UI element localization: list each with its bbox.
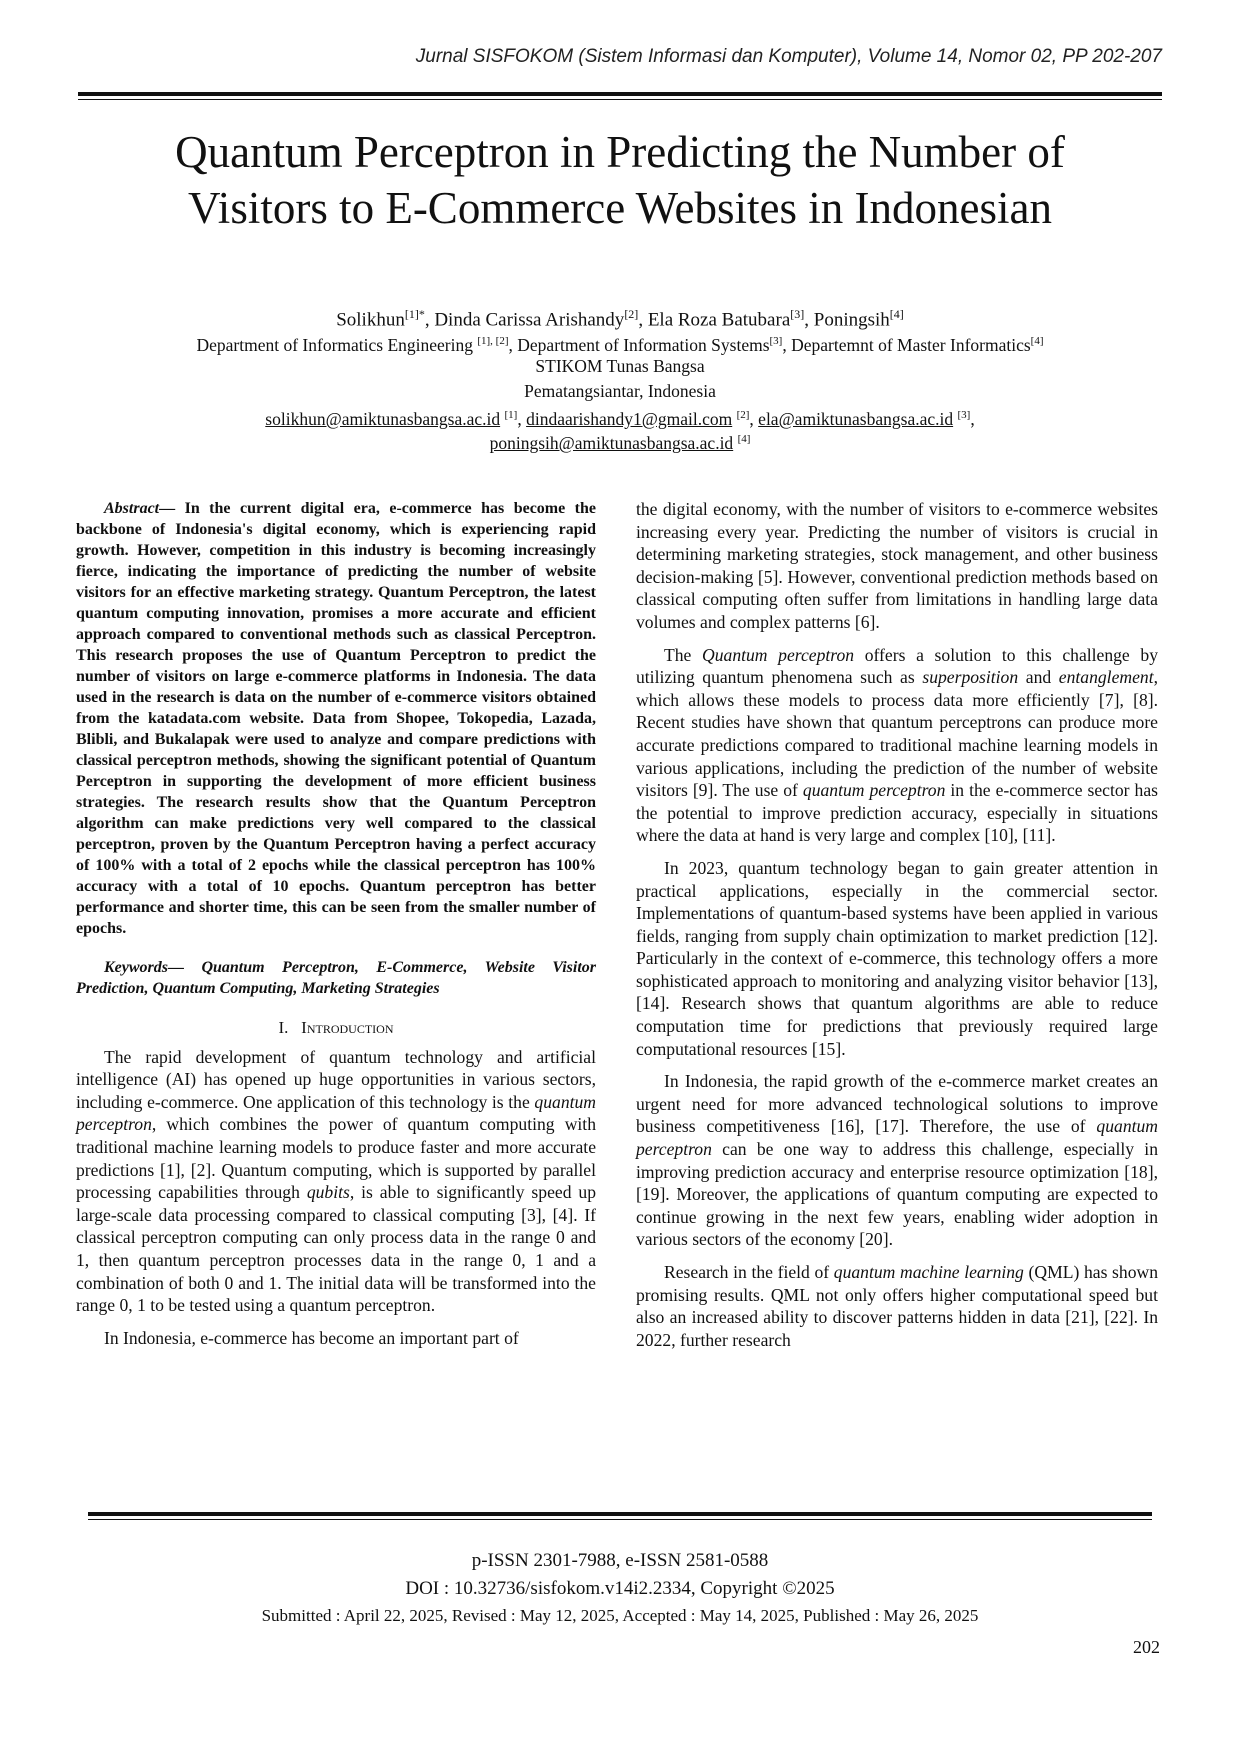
header-rule-thin — [78, 99, 1162, 100]
right-column — [636, 498, 1158, 1361]
intro-paragraph-6 — [636, 1070, 1158, 1251]
email-sup: [4] — [737, 433, 751, 445]
section-number: I. — [278, 1018, 289, 1037]
email-sup: [3] — [957, 409, 971, 421]
email-sup: [1] — [504, 409, 518, 421]
keywords: Keywords— Quantum Perceptron, E-Commerce, Website Visitor Prediction, Quantum Computing, Marketing Strategies — [76, 959, 596, 997]
text-run: (QML) has shown promising results. QML not only offers higher computational speed but also an increased ability to discover patterns hidden in data [21], [22]. In 2022, further research — [636, 1262, 1158, 1350]
journal-header: Jurnal SISFOKOM (Sistem Informasi dan Komputer), Volume 14, Nomor 02, PP 202-207 — [415, 46, 1162, 67]
author-list: Solikhun$^{[1]*}$, Dinda Carissa Arishandy[2], Ela Roza Batubara[3], Poningsih[4] — [336, 307, 904, 331]
emphasis: quantum perceptron — [802, 780, 946, 801]
author-name: Dinda Carissa Arishandy — [434, 309, 625, 331]
abstract-text: In the current digital era, e-commerce has become the backbone of Indonesia's digital economy, which is experiencing rapid growth. However, competition in this industry is becoming increasingly fierce, indicating the importance of predicting the number of website visitors for an effective marketing strategy. Quantum Perceptron, the latest quantum computing innovation, promises a more accurate and efficient approach compared to conventional methods such as classical Perceptron. This research proposes the use of Quantum Perceptron to predict the number of visitors on large e-commerce platforms in Indonesia. The data used in the research is data on the number of e-commerce visitors obtained from the katadata.com website. Data from Shopee, Tokopedia, Lazada, Blibli, and Bukalapak were used to analyze and compare predictions with classical perceptron methods, showing the significant potential of Quantum Perceptron in supporting the development of more efficient business strategies. The research results show that the Quantum Perceptron algorithm can make predictions very well compared to the classical perceptron, proven by the Quantum Perceptron having a perfect accuracy of 100% with a total of 2 epochs while the classical perceptron has 100% accuracy with a total of 10 epochs. Quantum perceptron has better performance and shorter time, this can be seen from the smaller number of epochs. — [76, 500, 597, 937]
department-sup: [4] — [1030, 335, 1044, 347]
affiliation-departments — [80, 330, 1160, 357]
title-line-1: Quantum Perceptron in Predicting the Number of — [175, 127, 1065, 177]
intro-paragraph-4 — [636, 644, 1158, 847]
author-sup: [3] — [790, 307, 805, 321]
section-heading — [76, 1017, 596, 1040]
text-run: In Indonesia, the rapid growth of the e-commerce market creates an urgent need for more advanced technological solutions to improve business competitiveness [16], [17]. Therefore, the use of — [636, 1071, 1158, 1137]
footer-rule-thin — [88, 1519, 1152, 1520]
email-link[interactable]: dindaarishandy1@gmail.com — [526, 408, 733, 429]
emphasis: superposition — [922, 667, 1019, 688]
text-run: in the e-commerce sector has the potential to improve prediction accuracy, especially in situations where the data at hand is very large and complex [10], [11]. — [636, 780, 1158, 846]
footer-issn: p-ISSN 2301-7988, e-ISSN 2581-0588 — [471, 1550, 769, 1571]
paper-title — [100, 124, 1140, 236]
keywords-label: Keywords — [104, 959, 168, 976]
email-link[interactable]: solikhun@amiktunasbangsa.ac.id — [265, 408, 501, 429]
location: Pematangsiantar, Indonesia — [524, 381, 716, 401]
department: , Departemnt of Master Informatics — [782, 334, 1031, 355]
email-line-2 — [80, 428, 1160, 455]
intro-paragraph-5: In 2023, quantum technology began to gain greater attention in practical applications, especially in the commercial sector. Implementations of quantum-based systems have been applied in various fields, ranging from supply chain optimization to market prediction [12]. Particularly in the context of e-commerce, this technology offers a more sophisticated approach to monitoring and analyzing visitor behavior [13], [14]. Research shows that quantum algorithms are able to reduce computation time for predictions that previously required large computational resources [15]. — [636, 857, 1158, 1059]
text-run: , which combines the power of quantum computing with traditional machine learning models to produce faster and more accurate predictions [1], [2]. Quantum computing, which is supported by parallel processing capabilities through — [76, 1114, 596, 1203]
emphasis: qubits — [306, 1182, 350, 1203]
intro-paragraph-3: the digital economy, with the number of visitors to e-commerce websites increasing every year. Predicting the number of visitors is crucial in determining marketing strategies, stock management, and other business decision-making [5]. However, conventional prediction methods based on classical computing often suffer from limitations in handling large data volumes and complex patterns [6]. — [636, 499, 1158, 632]
footer-rule-thick — [88, 1512, 1152, 1516]
author-sup: [2] — [624, 307, 639, 321]
emphasis: Quantum perceptron — [702, 644, 855, 665]
intro-paragraph-1 — [76, 1046, 596, 1317]
department-sup: [1], [2] — [477, 335, 509, 347]
author-name: Solikhun — [336, 309, 405, 331]
institution: STIKOM Tunas Bangsa — [535, 356, 705, 376]
author-sup: [1]* — [404, 307, 425, 321]
email-sup: [2] — [736, 409, 750, 421]
department: , Department of Information Systems — [508, 334, 770, 355]
title-line-2: Visitors to E-Commerce Websites in Indonesian — [188, 183, 1052, 233]
email-link[interactable]: poningsih@amiktunasbangsa.ac.id — [489, 432, 734, 453]
text-run: The rapid development of quantum technology and artificial intelligence (AI) has opened up huge opportunities in various sectors, including e-commerce. One application of this technology is the — [76, 1046, 596, 1112]
emphasis: entanglement — [1058, 667, 1154, 688]
footer-dates: Submitted : April 22, 2025, Revised : May 12, 2025, Accepted : May 14, 2025, Published : May 26, 2025 — [261, 1606, 979, 1625]
header-rule-thick — [78, 92, 1162, 96]
left-column — [76, 498, 596, 1359]
department: Department of Informatics Engineering — [196, 334, 478, 355]
author-name: Poningsih — [813, 309, 890, 331]
abstract: Abstract— In the current digital era, e-commerce has become the backbone of Indonesia's digital economy, which is experiencing rapid growth. However, competition in this industry is becoming increasingly fierce, indicating the importance of predicting the number of website visitors for an effective marketing strategy. Quantum Perceptron, the latest quantum computing innovation, promises a more accurate and efficient approach compared to conventional methods such as classical Perceptron. This research proposes the use of Quantum Perceptron to predict the number of visitors on large e-commerce platforms in Indonesia. The data used in the research is data on the number of e-commerce visitors obtained from the katadata.com website. Data from Shopee, Tokopedia, Lazada, Blibli, and Bukalapak were used to analyze and compare predictions with classical perceptron methods, showing the significant potential of Quantum Perceptron in supporting the development of more efficient business strategies. The research results show that the Quantum Perceptron algorithm can make predictions very well compared to the classical perceptron, proven by the Quantum Perceptron having a perfect accuracy of 100% with a total of 2 epochs while the classical perceptron has 100% accuracy with a total of 10 epochs. Quantum perceptron has better performance and shorter time, this can be seen from the smaller number of epochs. — [76, 500, 597, 937]
text-run: The — [664, 644, 703, 665]
email-link[interactable]: ela@amiktunasbangsa.ac.id — [758, 408, 954, 429]
author-sup: [4] — [889, 307, 904, 321]
intro-paragraph-2: In Indonesia, e-commerce has become an important part of — [104, 1327, 519, 1348]
emphasis: quantum perceptron — [636, 1116, 1158, 1160]
author-name: Ela Roza Batubara — [647, 309, 791, 331]
keywords-text: Quantum Perceptron, E-Commerce, Website Visitor Prediction, Quantum Computing, Marketing Strategies — [76, 959, 596, 997]
section-title: Introduction — [301, 1018, 394, 1037]
text-run: , which allows these models to process data more efficiently [7], [8]. Recent studies have shown that quantum perceptrons can produce more accurate predictions compared to traditional machine learning models in various applications, including the prediction of the number of website visitors [9]. The use of — [636, 667, 1158, 801]
page-number: 202 — [1133, 1637, 1160, 1657]
emphasis: quantum perceptron — [76, 1091, 596, 1135]
text-run: and — [1018, 667, 1059, 688]
text-run: can be one way to address this challenge, especially in improving prediction accuracy and enterprise resource optimization [18], [19]. Moreover, the applications of quantum computing are expected to continue growing in the next few years, enabling wider adoption in various sectors of the economy [20]. — [636, 1139, 1158, 1250]
department-sup: [3] — [769, 335, 783, 347]
abstract-label: Abstract — [104, 500, 160, 517]
text-run: offers a solution to this challenge by utilizing quantum phenomena such as — [636, 644, 1158, 688]
email-line-1: solikhun@amiktunasbangsa.ac.id [1], dindaarishandy1@gmail.com [2], ela@amiktunasbangsa.ac.id [3], — [265, 408, 975, 429]
intro-paragraph-7 — [636, 1261, 1158, 1351]
text-run: Research in the field of — [664, 1262, 834, 1282]
emphasis: quantum machine learning — [833, 1262, 1024, 1282]
footer-doi: DOI : 10.32736/sisfokom.v14i2.2334, Copyright ©2025 — [405, 1578, 835, 1599]
text-run: , is able to significantly speed up large-scale data processing compared to classical computing [3], [4]. If classical perceptron computing can only process data in the range 0 and 1, then quantum perceptron processes data in the range 0, 1 and a combination of both 0 and 1. The initial data will be transformed into the range 0, 1 to be tested using a quantum perceptron. — [76, 1182, 596, 1316]
